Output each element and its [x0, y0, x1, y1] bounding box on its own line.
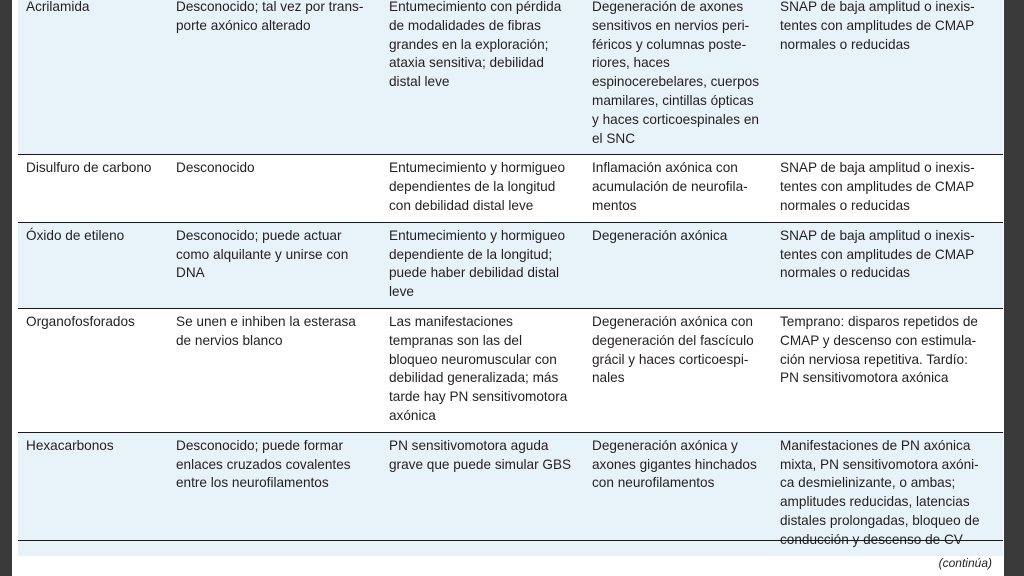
cell-text-line: mentos [592, 197, 637, 213]
table-row [18, 155, 1003, 222]
cell-text-line: Óxido de etileno [26, 227, 125, 243]
cell-text-line: ción nerviosa repetitiva. Tardío: [780, 351, 968, 367]
cell-text-line: tentes con amplitudes de CMAP [780, 179, 975, 195]
cell-text-line: como alquilante y unirse con [176, 246, 349, 262]
cell-text-line: el SNC [592, 130, 636, 146]
cell-text-line: con neurofilamentos [592, 475, 715, 491]
cell-text-line: SNAP de baja amplitud o inexis- [780, 227, 975, 243]
cell-text-line: Entumecimiento y hormigueo [389, 227, 566, 243]
cell-text-line: distales prolongadas, bloqueo de [780, 512, 980, 528]
cell-text-line: entre los neurofilamentos [176, 475, 329, 491]
cell-text-line: porte axónico alterado [176, 17, 311, 33]
cell-text-line: axones gigantes hinchados [592, 456, 757, 472]
cell-text-line: Desconocido; puede actuar [176, 227, 342, 243]
cell-text-line: y haces corticoespinales en [592, 111, 759, 127]
cell-text-line: CMAP y descenso con estimula- [780, 332, 977, 348]
cell-text-line: de nervios blanco [176, 332, 283, 348]
cell-text-line: amplitudes reducidas, latencias [780, 494, 970, 510]
table-cell-mechanism [168, 308, 381, 432]
cell-text-line: conducción y descenso de CV [780, 531, 963, 547]
cell-text-line: dependiente de la longitud; [389, 246, 553, 262]
cell-text-line: Degeneración axónica con [592, 313, 753, 329]
cell-text-line: normales o reducidas [780, 197, 910, 213]
cell-text-line: degeneración del fascículo [592, 332, 754, 348]
cell-text-line: SNAP de baja amplitud o inexis- [780, 0, 975, 14]
table-cell-agent [18, 432, 168, 555]
cell-text-line: Inflamación axónica con [592, 160, 738, 176]
cell-text-line: mamilares, cintillas ópticas [592, 92, 754, 108]
cell-text-line: grandes en la exploración; [389, 36, 549, 52]
table-row [18, 0, 1003, 155]
cell-text-line: DNA [176, 265, 205, 281]
table-body [18, 0, 1003, 556]
cell-text-line: tempranas son las del [389, 332, 522, 348]
cell-text-line: con debilidad distal leve [389, 197, 534, 213]
cell-text-line: ca desmielinizante, o ambas; [780, 475, 956, 491]
table-cell-agent [18, 0, 168, 155]
cell-text-line: mixta, PN sensitivomotora axóni- [780, 456, 979, 472]
cell-text-line: féricos y columnas poste- [592, 36, 747, 52]
cell-text-line: Entumecimiento con pérdida [389, 0, 562, 14]
cell-text-line: Degeneración axónica [592, 227, 728, 243]
cell-text-line: Organofosforados [26, 313, 135, 329]
cell-text-line: Degeneración de axones [592, 0, 744, 14]
cell-text-line: tentes con amplitudes de CMAP [780, 17, 975, 33]
cell-text-line: puede haber debilidad distal [389, 265, 560, 281]
cell-text-line: PN sensitivomotora axónica [780, 370, 949, 386]
cell-text-line: Desconocido [176, 160, 255, 176]
cell-text-line: Desconocido; tal vez por trans- [176, 0, 364, 14]
cell-text-line: leve [389, 284, 414, 300]
cell-text-line: debilidad generalizada; más [389, 370, 559, 386]
document-page [12, 0, 1004, 576]
table-cell-clinical [381, 308, 584, 432]
cell-text-line: tentes con amplitudes de CMAP [780, 246, 975, 262]
table-cell-ncs [772, 432, 1003, 555]
cell-text-line: Manifestaciones de PN axónica [780, 437, 971, 453]
table-cell-pathology [584, 222, 772, 308]
table-cell-clinical [381, 432, 584, 555]
cell-text-line: Se unen e inhiben la esterasa [176, 313, 356, 329]
table-cell-clinical [381, 155, 584, 222]
table-cell-pathology [584, 155, 772, 222]
cell-text-line: riores, haces [592, 55, 670, 71]
cell-text-line: Entumecimiento y hormigueo [389, 160, 566, 176]
table-cell-agent [18, 155, 168, 222]
table-cell-ncs [772, 222, 1003, 308]
cell-text-line: ataxia sensitiva; debilidad [389, 55, 544, 71]
cell-text-line: Desconocido; puede formar [176, 437, 343, 453]
table-row [18, 308, 1003, 432]
table-cell-mechanism [168, 155, 381, 222]
cell-text-line: bloqueo neuromuscular con [389, 351, 557, 367]
cell-text-line: distal leve [389, 74, 450, 90]
cell-text-line: grácil y haces corticoespi- [592, 351, 749, 367]
cell-text-line: Las manifestaciones [389, 313, 513, 329]
cell-text-line: dependientes de la longitud [389, 179, 556, 195]
cell-text-line: enlaces cruzados covalentes [176, 456, 351, 472]
cell-text-line: espinocerebelares, cuerpos [592, 74, 760, 90]
cell-text-line: Degeneración axónica y [592, 437, 738, 453]
cell-text-line: acumulación de neurofila- [592, 179, 748, 195]
table-cell-agent [18, 308, 168, 432]
table-cell-ncs [772, 0, 1003, 155]
table-cell-agent [18, 222, 168, 308]
table-cell-pathology [584, 0, 772, 155]
cell-text-line: normales o reducidas [780, 265, 910, 281]
table-cell-mechanism [168, 222, 381, 308]
cell-text-line: nales [592, 370, 625, 386]
cell-text-line: normales o reducidas [780, 36, 910, 52]
table-row [18, 432, 1003, 555]
cell-text-line: Acrilamida [26, 0, 90, 14]
toxic-neuropathy-table [18, 0, 1003, 556]
cell-text-line: axónica [389, 407, 436, 423]
cell-text-line: SNAP de baja amplitud o inexis- [780, 160, 975, 176]
cell-text-line: Temprano: disparos repetidos de [780, 313, 978, 329]
table-cell-ncs [772, 155, 1003, 222]
continued-note: (continúa) [938, 556, 992, 570]
left-dark-margin [0, 0, 12, 576]
cell-text-line: sensitivos en nervios peri- [592, 17, 750, 33]
table-cell-clinical [381, 0, 584, 155]
right-dark-margin [1012, 0, 1024, 576]
table-row [18, 222, 1003, 308]
table-cell-pathology [584, 432, 772, 555]
cell-text-line: de modalidades de fibras [389, 17, 541, 33]
table-cell-mechanism [168, 0, 381, 155]
table-cell-ncs [772, 308, 1003, 432]
table-cell-pathology [584, 308, 772, 432]
table-cell-clinical [381, 222, 584, 308]
cell-text-line: PN sensitivomotora aguda [389, 437, 549, 453]
cell-text-line: Disulfuro de carbono [26, 160, 152, 176]
cell-text-line: Hexacarbonos [26, 437, 114, 453]
cell-text-line: tarde hay PN sensitivomotora [389, 389, 568, 405]
table-bottom-rule [18, 540, 1003, 541]
cell-text-line: grave que puede simular GBS [389, 456, 572, 472]
table-cell-mechanism [168, 432, 381, 555]
